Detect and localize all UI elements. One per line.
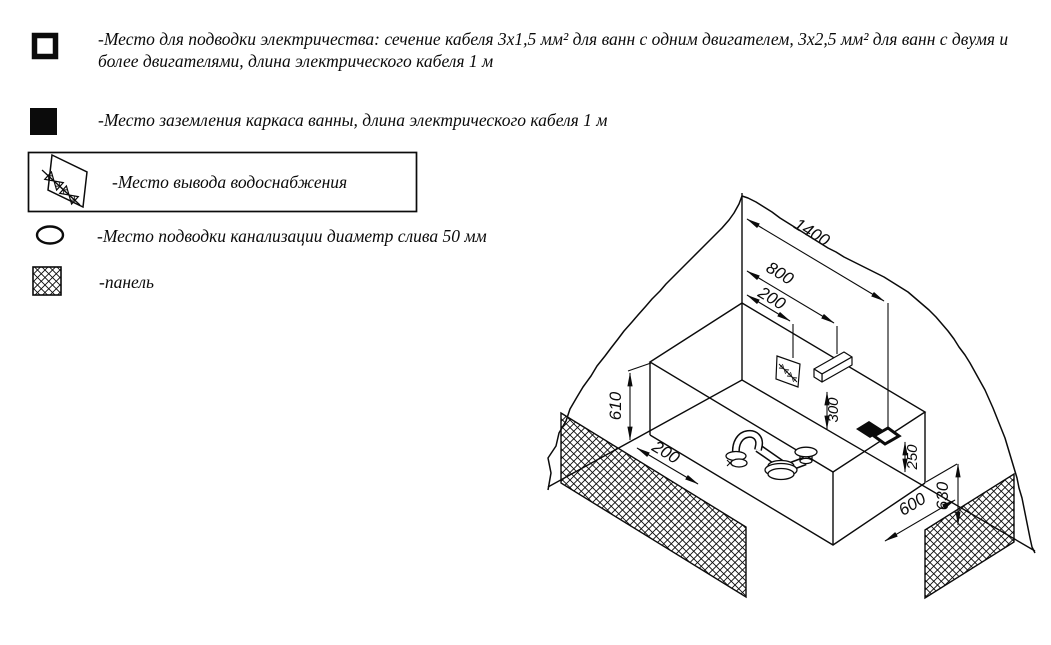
- legend-item-drainage-text: -Место подводки канализации диаметр слива 50 мм: [97, 226, 487, 246]
- dim-600: 600: [895, 488, 930, 520]
- panel-symbol: [33, 267, 61, 295]
- dim-200-floor: 200: [648, 436, 683, 468]
- drain-fitting-icon: [726, 434, 817, 480]
- water-supply-plate-icon: [776, 356, 800, 387]
- dim-250: 250: [904, 444, 921, 470]
- dim-630: 630: [933, 481, 952, 511]
- panel-left: [561, 413, 746, 597]
- dim-800: 800: [762, 257, 797, 289]
- legend-item-electricity-text: -Место для подводки электричества: сечение кабеля 3х1,5 мм² для ванн с одним двигателем, 3х2,5 мм² для ванн с двумя и более двигателями, длина электрического кабеля 1 м: [98, 29, 1009, 71]
- dim-610: 610: [606, 391, 625, 421]
- electricity-symbol: [35, 36, 56, 57]
- dim-200-wall: 200: [754, 282, 789, 314]
- legend-item-panel-text: -панель: [99, 272, 154, 292]
- water-supply-symbol: [29, 153, 417, 212]
- water-supply-legend-box: [29, 153, 417, 212]
- legend-item-grounding-text: -Место заземления каркаса ванны, длина электрического кабеля 1 м: [98, 110, 608, 130]
- drainage-symbol: [37, 227, 63, 244]
- dim-1400: 1400: [790, 214, 833, 251]
- dim-300: 300: [825, 397, 842, 423]
- grounding-symbol: [30, 108, 57, 135]
- legend-item-water-supply-text: -Место вывода водоснабжения: [112, 172, 348, 192]
